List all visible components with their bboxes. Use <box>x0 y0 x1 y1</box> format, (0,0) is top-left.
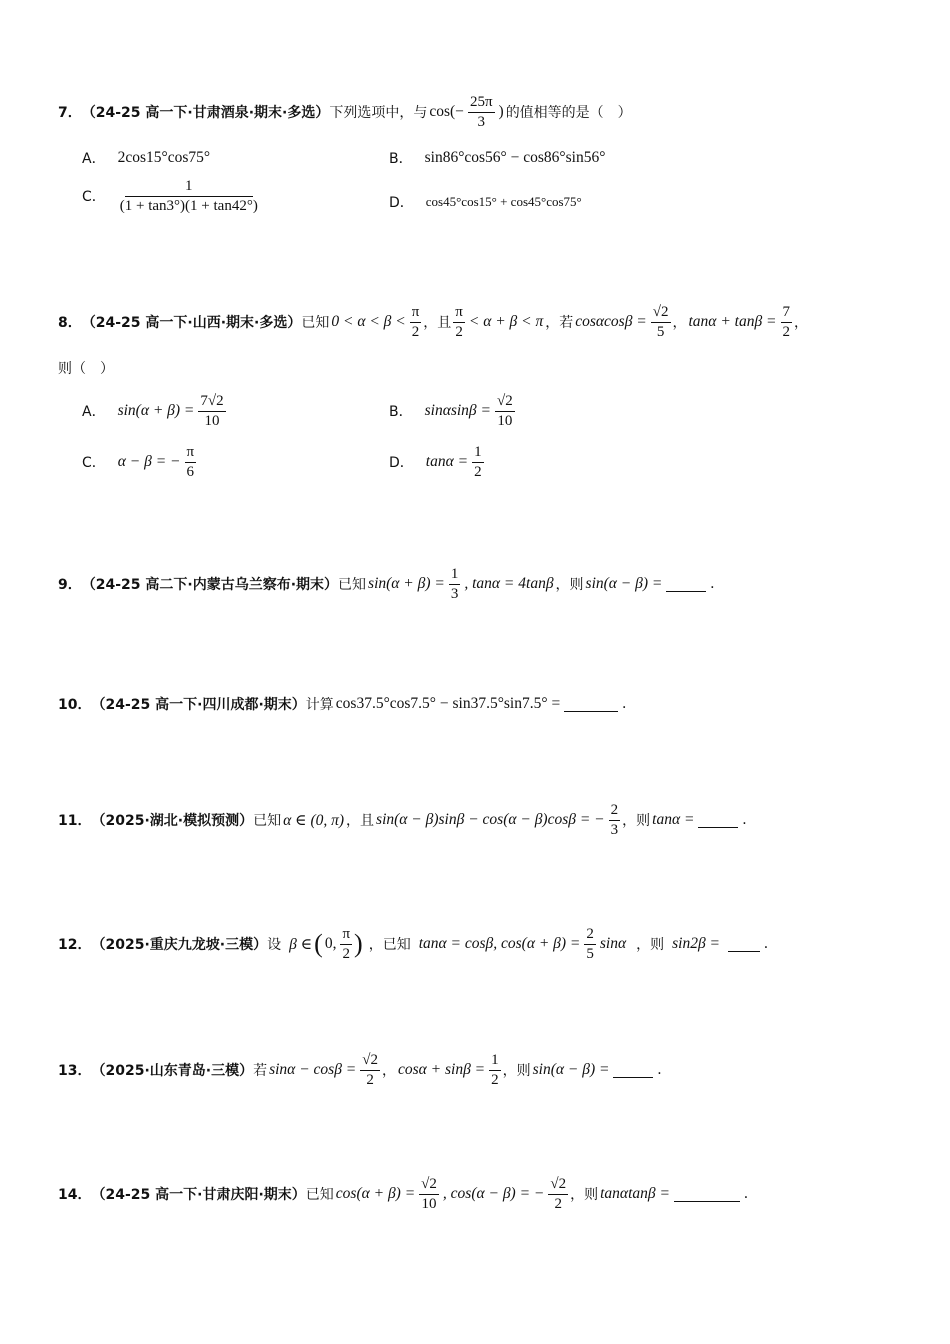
question-number: 7． <box>58 105 82 121</box>
question-14-stem: 14． （24-25 高一下·甘肃庆阳·期末） 已知 cos(α + β) = $\frac{√2}{10}$ , cos(α − β) = − $\frac{√2}{2}$ ，则 tanαtanβ = . <box>58 1176 748 1212</box>
q7-option-b: B． sin86°cos56° − cos86°sin56° <box>389 149 606 167</box>
q8-option-c: C． α − β = − $\frac{\pi}{6}$ <box>82 444 195 480</box>
question-number: 10． <box>58 697 92 713</box>
question-number: 12． <box>58 937 92 953</box>
answer-blank <box>564 697 618 712</box>
question-source: （24-25 高一下·山西·期末·多选） <box>81 315 302 331</box>
fraction: $\frac{25\pi}{3}$ <box>469 94 493 130</box>
question-number: 11． <box>58 813 92 829</box>
question-8-stem: 8． （24-25 高一下·山西·期末·多选） 已知 0 < α < β < $\frac{\pi}{2}$ ，且 $\frac{\pi}{2}$ < α + β < π ，若 cosαcosβ = $\frac{√2}{5}$ ， tanα + tanβ = $\frac{7}{2}$ ， <box>58 304 809 340</box>
question-9-stem: 9． （24-25 高二下·内蒙古乌兰察布·期末） 已知 sin(α + β) = $\frac{1}{3}$ , tanα = 4tanβ ，则 sin(α − β) = . <box>58 566 715 602</box>
question-number: 14． <box>58 1187 92 1203</box>
question-number: 8． <box>58 315 82 331</box>
question-source: （2025·湖北·模拟预测） <box>91 813 254 829</box>
question-12-stem: 12． （2025·重庆九龙坡·三模） 设 β ∈ ( 0, $\frac{\pi}{2}$ ) ，已知 tanα = cosβ, cos(α + β) = $\frac{2}{5}$ sinα ，则 sin2β = . <box>58 926 768 962</box>
q7-option-d: D． cos45°cos15° + cos45°cos75° <box>389 194 582 211</box>
question-7-stem: 7． （24-25 高一下·甘肃酒泉·期末·多选） 下列选项中，与 cos(− $\frac{25\pi}{3}$ ) 的值相等的是（ ） <box>58 94 632 130</box>
answer-blank <box>698 813 738 828</box>
q8-option-a: A． sin(α + β) = $\frac{7√2}{10}$ <box>82 393 224 429</box>
question-source: （24-25 高一下·甘肃庆阳·期末） <box>91 1187 306 1203</box>
fraction: $\frac{1}{(1 + \tan 3^\circ)(1 + \tan 42^\circ)}$ <box>119 178 258 214</box>
question-13-stem: 13． （2025·山东青岛·三模） 若 sinα − cosβ = $\frac{√2}{2}$ ， cosα + sinβ = $\frac{1}{2}$ ，则 sin(α − β) = . <box>58 1052 662 1088</box>
question-source: （24-25 高一下·甘肃酒泉·期末·多选） <box>81 105 330 121</box>
answer-blank <box>728 937 760 952</box>
answer-blank <box>613 1063 653 1078</box>
q8-option-b: B． sinαsinβ = $\frac{√2}{10}$ <box>389 393 513 429</box>
question-number: 9． <box>58 577 82 593</box>
question-10-stem: 10． （24-25 高一下·四川成都·期末） 计算 cos37.5°cos7.5° − sin37.5°sin7.5° = . <box>58 695 627 713</box>
q7-option-a: A． 2cos15°cos75° <box>82 149 211 167</box>
q7-option-c: C． $\frac{1}{(1 + \tan 3^\circ)(1 + \tan 42^\circ)}$ <box>82 178 258 214</box>
answer-blank <box>674 1187 740 1202</box>
question-number: 13． <box>58 1063 92 1079</box>
answer-blank <box>666 577 706 592</box>
q8-option-d: D． tanα = $\frac{1}{2}$ <box>389 444 482 480</box>
question-11-stem: 11． （2025·湖北·模拟预测） 已知 α ∈ (0, π) ，且 sin(α − β)sinβ − cos(α − β)cosβ = − $\frac{2}{3}$ ，则 tanα = . <box>58 802 747 838</box>
question-source: （2025·山东青岛·三模） <box>91 1063 254 1079</box>
question-source: （2025·重庆九龙坡·三模） <box>91 937 268 953</box>
question-8-stem-cont: 则（ ） <box>58 361 114 377</box>
question-source: （24-25 高一下·四川成都·期末） <box>91 697 306 713</box>
question-source: （24-25 高二下·内蒙古乌兰察布·期末） <box>81 577 339 593</box>
